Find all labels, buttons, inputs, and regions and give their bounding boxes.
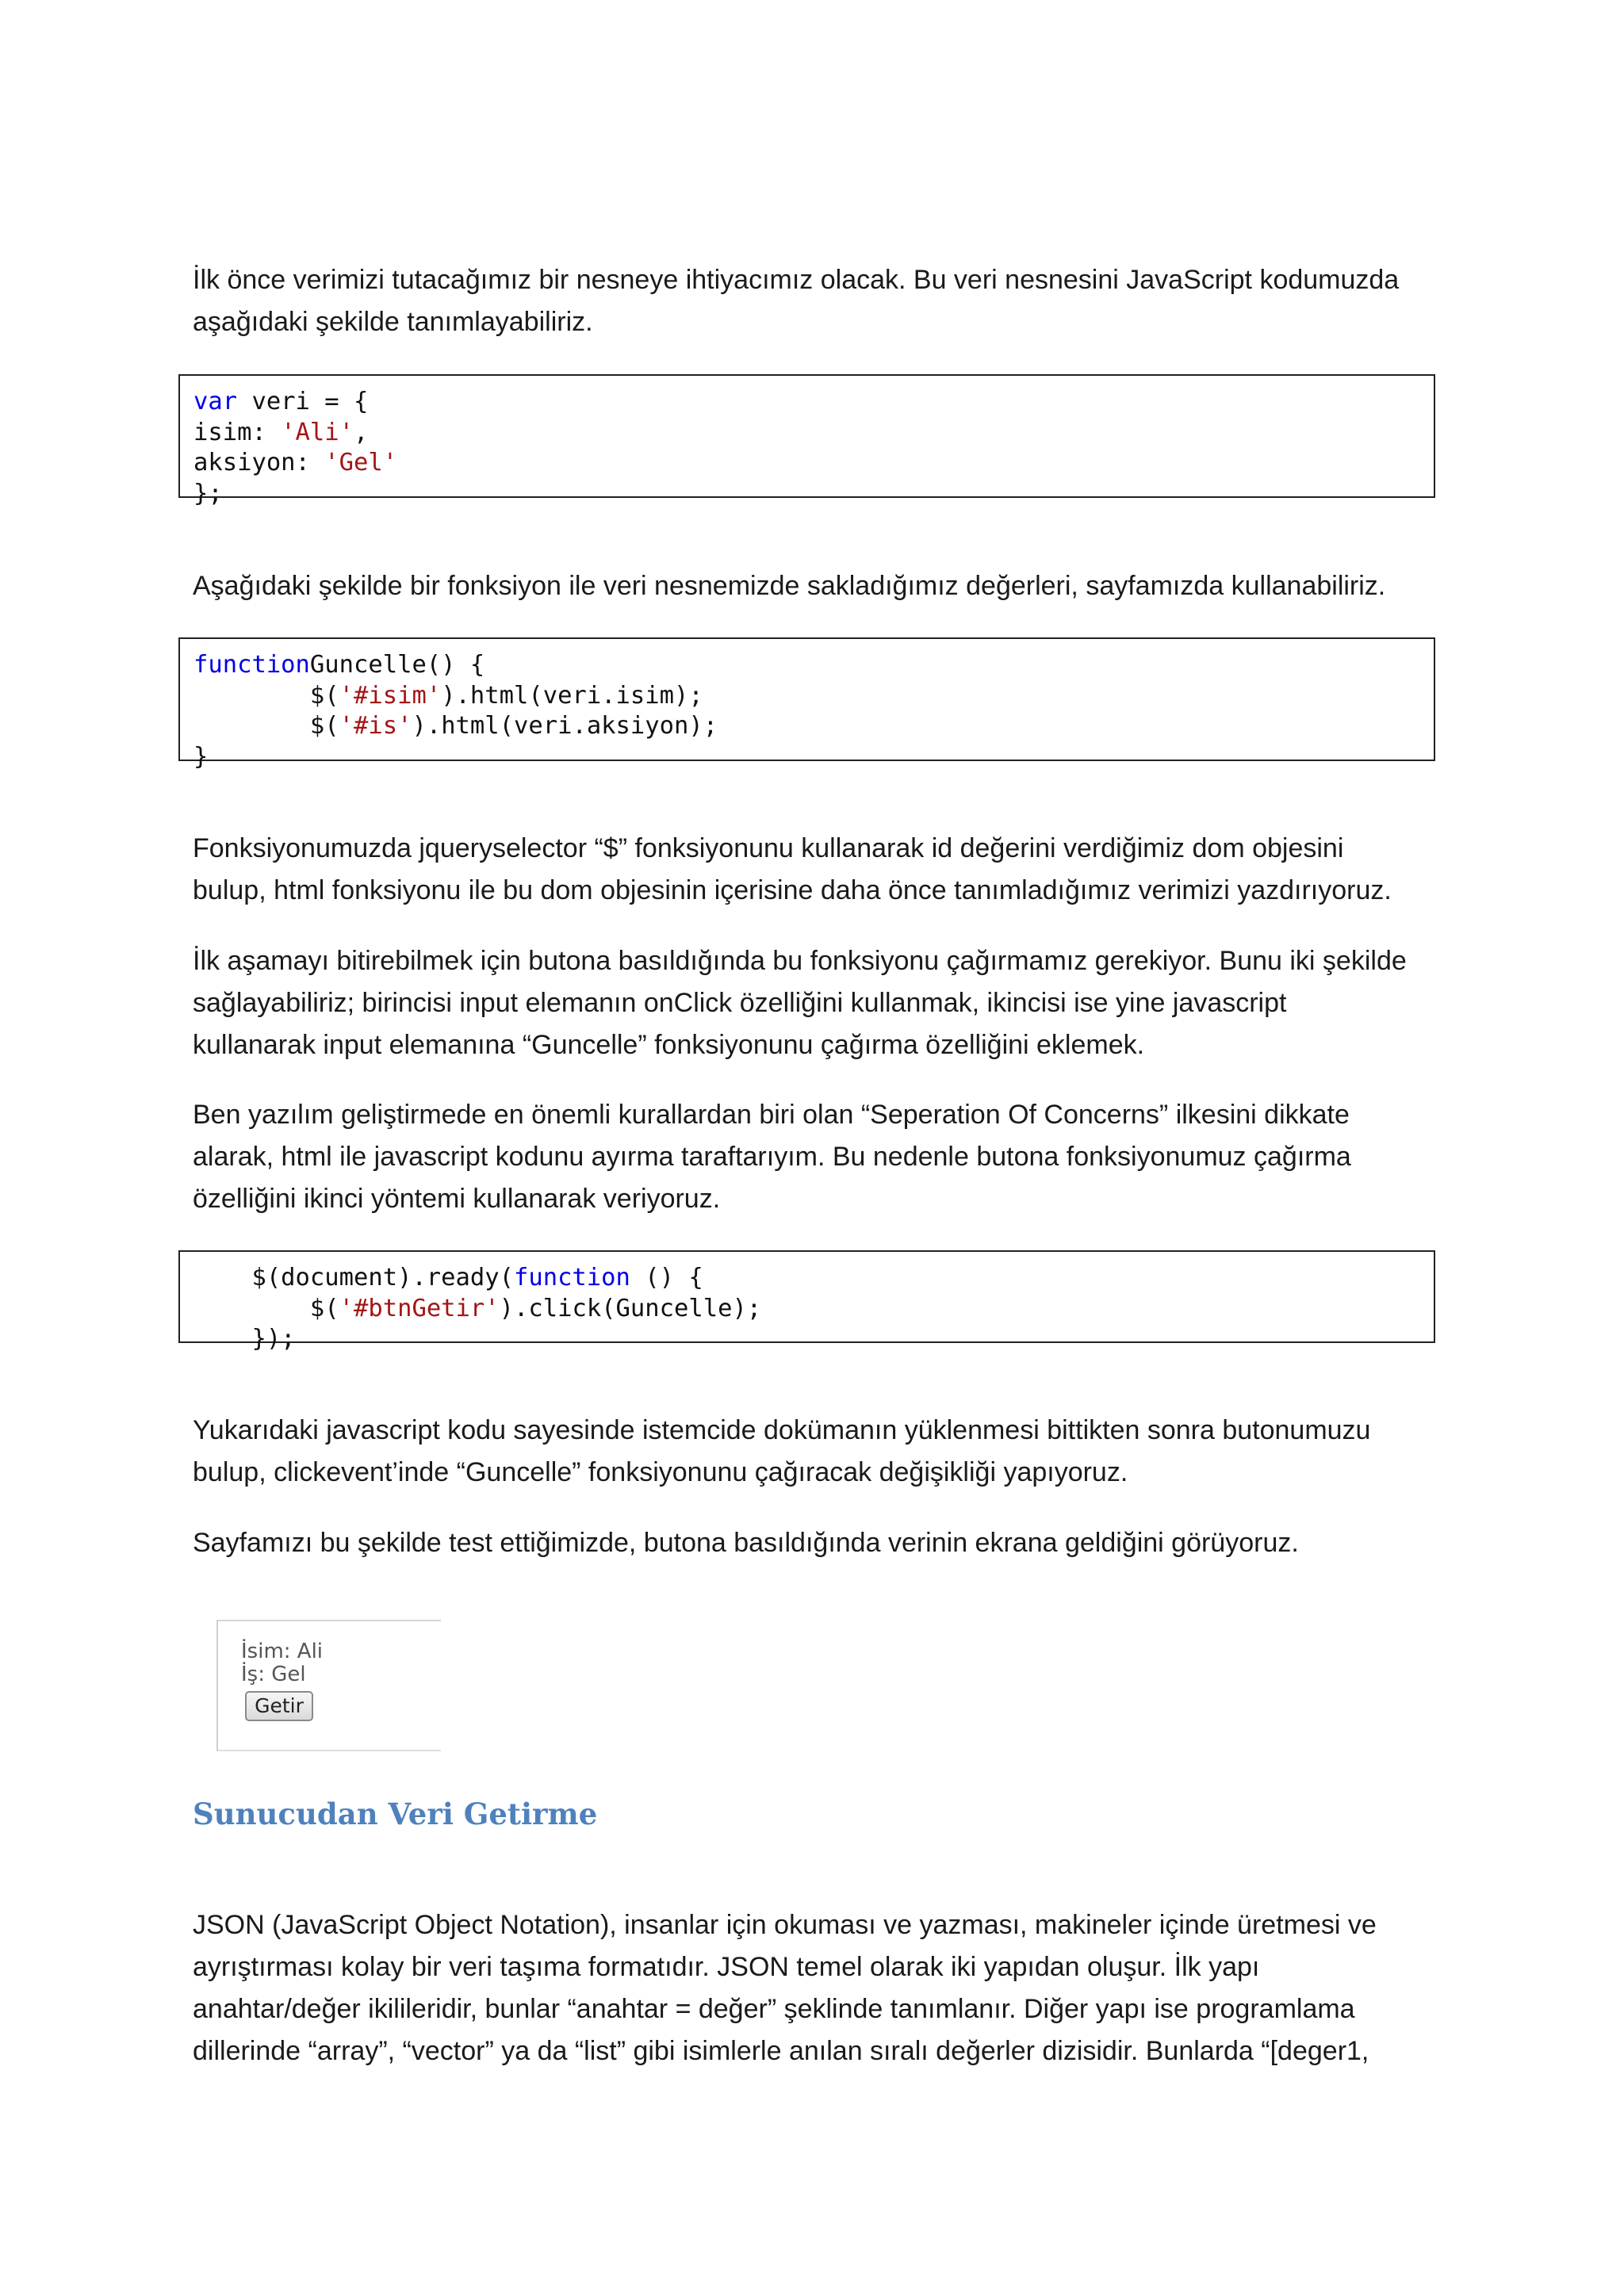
code-text: () {: [630, 1264, 703, 1292]
paragraph-line: İlk önce verimizi tutacağımız bir nesneye ihtiyacımız olacak. Bu veri nesnesini JavaScript kodumuzda: [193, 265, 1400, 295]
paragraph-line: özelliğini ikinci yöntemi kullanarak veriyoruz.: [193, 1184, 721, 1214]
is-value-text: İş: Gel: [241, 1663, 306, 1686]
code-block-document-ready: [178, 1250, 1435, 1353]
paragraph-line: kullanarak input elemanına “Guncelle” fonksiyonunu çağırma özelliğini eklemek.: [193, 1030, 1145, 1060]
code-keyword: var: [193, 388, 238, 415]
code-text: }: [193, 742, 209, 771]
code-string: '#isim': [339, 681, 442, 710]
paragraph-line: alarak, html ile javascript kodunu ayırma taraftarıyım. Bu nedenle butona fonksiyonumuz çağırma: [193, 1142, 1351, 1172]
paragraph-line: Ben yazılım geliştirmede en önemli kurallardan biri olan “Seperation Of Concerns” ilkesini dikkate: [193, 1100, 1350, 1130]
code-text: $(: [193, 1294, 339, 1322]
paragraph-jquery-selector: [193, 828, 1446, 912]
paragraph-line: ayrıştırması kolay bir veri taşıma formatıdır. JSON temel olarak iki yapıdan oluşur. İlk yapı: [193, 1952, 1260, 1982]
code-line: [193, 1294, 1434, 1325]
isim-value-text: İsim: Ali: [241, 1640, 324, 1663]
paragraph-line: bulup, html fonksiyonu ile bu dom objesinin içerisine daha önce tanımladığımız verimizi yazdırıyoruz.: [193, 875, 1392, 905]
paragraph-javascript-explanation: [193, 1410, 1446, 1494]
code-string: '#btnGetir': [339, 1294, 500, 1322]
code-line: [193, 387, 1434, 418]
code-text: $(: [193, 681, 339, 710]
code-line: [193, 1324, 1434, 1355]
code-keyword: function: [193, 651, 310, 679]
paragraph-line: aşağıdaki şekilde tanımlayabiliriz.: [193, 307, 593, 337]
paragraph-button-binding: [193, 940, 1446, 1066]
paragraph-separation-of-concerns: [193, 1094, 1446, 1220]
code-text: ).click(Guncelle);: [499, 1294, 762, 1322]
code-string: 'Ali': [281, 418, 354, 446]
paragraph-line: Aşağıdaki şekilde bir fonksiyon ile veri nesnemizde sakladığımız değerleri, sayfamızda kullanabiliriz.: [193, 571, 1386, 601]
paragraph-line: sağlayabiliriz; birincisi input elemanın onClick özelliğini kullanmak, ikincisi ise yine javascript: [193, 988, 1287, 1018]
code-line: [193, 650, 1434, 681]
code-text: veri = {: [237, 388, 369, 415]
code-text: aksiyon:: [193, 449, 325, 476]
code-text: });: [193, 1325, 296, 1353]
code-text: isim:: [193, 418, 282, 446]
paragraph-line: Sayfamızı bu şekilde test ettiğimizde, butona basıldığında verinin ekrana geldiğini görüyoruz.: [193, 1528, 1299, 1558]
paragraph-line: Yukarıdaki javascript kodu sayesinde istemcide dokümanın yüklenmesi bittikten sonra butonumuzu: [193, 1415, 1371, 1445]
code-block-guncelle-function: [178, 637, 1435, 771]
code-line: [193, 1263, 1434, 1294]
section-heading: Sunucudan Veri Getirme: [193, 1797, 598, 1831]
getir-button[interactable]: Getir: [245, 1691, 313, 1721]
code-text: };: [193, 479, 223, 507]
code-text: $(document).ready(: [193, 1264, 514, 1292]
code-line: [193, 448, 1434, 479]
paragraph-line: anahtar/değer ikilileridir, bunlar “anahtar = değer” şeklinde tanımlanır. Diğer yapı ise programlama: [193, 1994, 1355, 2024]
code-text: ,: [354, 418, 369, 446]
paragraph-json-intro: [193, 1904, 1446, 2072]
code-text: Guncelle() {: [309, 651, 485, 679]
code-text: ).html(veri.aksiyon);: [412, 712, 718, 740]
code-text: ).html(veri.isim);: [441, 681, 703, 710]
code-string: '#is': [339, 712, 412, 740]
paragraph-line: İlk aşamayı bitirebilmek için butona basıldığında bu fonksiyonu çağırmamız gerekiyor. Bunu iki şekilde: [193, 946, 1407, 976]
code-block-veri-object: [178, 374, 1435, 507]
paragraph-line: bulup, clickevent’inde “Guncelle” fonksiyonunu çağıracak değişikliği yapıyoruz.: [193, 1457, 1128, 1487]
code-text: $(: [193, 712, 339, 740]
code-line: [193, 681, 1434, 712]
code-string: 'Gel': [324, 449, 398, 476]
code-line: [193, 479, 1434, 510]
code-line: [193, 742, 1434, 773]
result-screenshot: [216, 1620, 441, 1751]
code-line: [193, 418, 1434, 449]
paragraph-function-usage: [193, 565, 1446, 607]
paragraph-line: Fonksiyonumuzda jqueryselector “$” fonksiyonunu kullanarak id değerini verdiğimiz dom objesini: [193, 833, 1344, 863]
paragraph-intro: [193, 259, 1446, 343]
code-keyword: function: [513, 1264, 630, 1292]
paragraph-line: JSON (JavaScript Object Notation), insanlar için okuması ve yazması, makineler içinde üretmesi ve: [193, 1910, 1377, 1940]
paragraph-test-result: [193, 1522, 1446, 1564]
code-line: [193, 711, 1434, 742]
paragraph-line: dillerinde “array”, “vector” ya da “list” gibi isimlerle anılan sıralı değerler dizisidir. Bunlarda “[deger1,: [193, 2036, 1369, 2066]
